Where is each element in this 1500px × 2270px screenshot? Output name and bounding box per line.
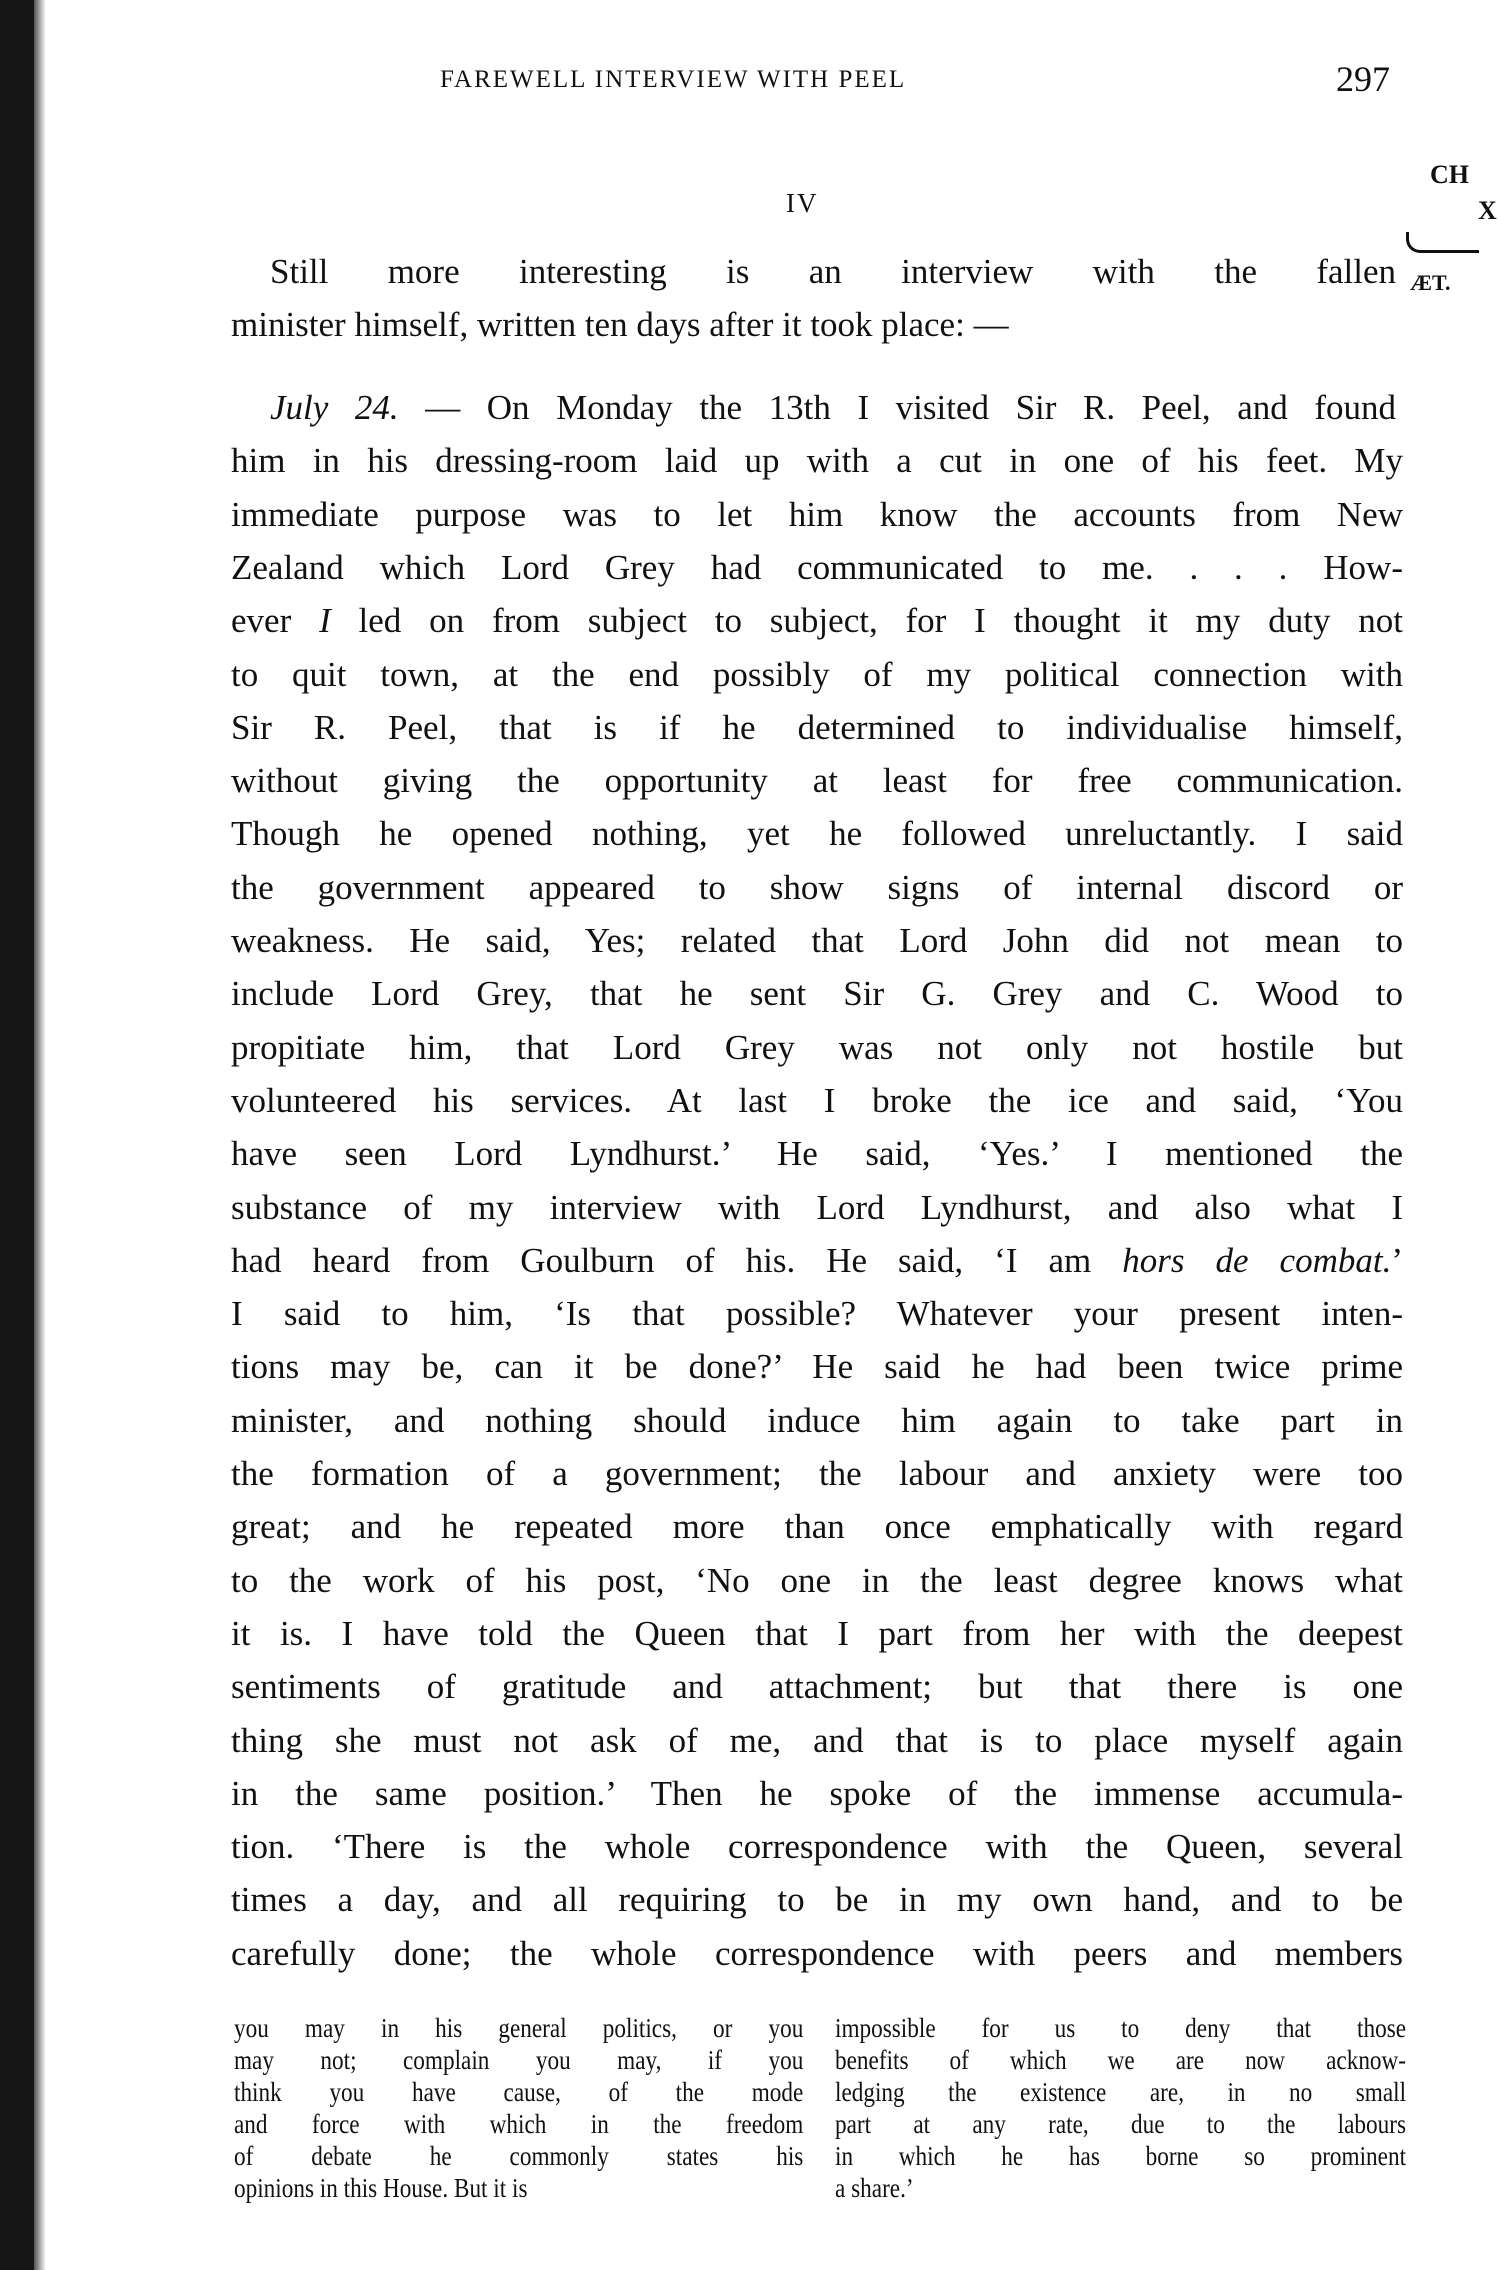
text-segment: carefully done; the whole correspondence with peers and members	[231, 1933, 1403, 1973]
text-segment: him in his dressing-room laid up with a cut in one of his feet. My	[231, 441, 1403, 481]
footnote-line: opinions in this House. But it is	[234, 2173, 528, 2203]
text-segment: without giving the opportunity at least for free communication.	[231, 761, 1403, 801]
body-line	[231, 1927, 1403, 1980]
body-line	[231, 1181, 1403, 1234]
body-line	[231, 648, 1403, 701]
body-line	[231, 594, 1403, 647]
text-segment: the formation of a government; the labour and anxiety were too	[231, 1454, 1403, 1493]
text-segment: I said to him, ‘Is that possible? Whatever your present inten-	[231, 1294, 1403, 1334]
body-line	[231, 488, 1403, 541]
text-segment: Though he opened nothing, yet he followed unreluctantly. I said	[231, 814, 1403, 854]
text-segment: — On Monday the 13th I visited Sir R. Peel, and found	[398, 388, 1396, 427]
text-segment: tions may be, can it be done?’ He said he had been twice prime	[231, 1347, 1403, 1387]
body-line	[231, 434, 1403, 487]
body-line	[231, 1714, 1403, 1767]
footnote-line: impossible for us to deny that those	[835, 2013, 1407, 2043]
text-segment: in the same position.’ Then he spoke of the immense accumula-	[231, 1773, 1403, 1813]
footnote-line: in which he has borne so prominent	[835, 2141, 1407, 2171]
body-line	[231, 1873, 1403, 1926]
text-segment: propitiate him, that Lord Grey was not only not hostile but	[231, 1027, 1403, 1067]
text-segment: substance of my interview with Lord Lyndhurst, and also what I	[231, 1187, 1403, 1227]
text-segment: sentiments of gratitude and attachment; but that there is one	[231, 1667, 1403, 1707]
book-spine-shadow	[0, 0, 34, 2270]
body-line	[231, 1340, 1403, 1393]
margin-brace	[1406, 232, 1479, 253]
text-segment: Sir R. Peel, that is if he determined to individualise himself,	[231, 707, 1403, 747]
body-line	[231, 1127, 1403, 1180]
text-segment: ever	[231, 601, 320, 641]
body-line	[270, 381, 1396, 434]
body-line	[231, 1447, 1403, 1500]
footnote-line: you may in his general politics, or you	[234, 2013, 804, 2043]
text-segment: Zealand which Lord Grey had communicated to me. . . . How-	[231, 547, 1403, 587]
intro-line: minister himself, written ten days after it took place: —	[231, 305, 1009, 344]
footnote-line: a share.’	[835, 2173, 914, 2203]
footnote-left-column	[234, 2012, 803, 2204]
text-segment: times a day, and all requiring to be in my own hand, and to be	[231, 1880, 1403, 1920]
margin-note-aet: ÆT.	[1410, 270, 1451, 295]
margin-note-ch: CH	[1430, 160, 1469, 189]
footnote-line: and force with which in the freedom	[234, 2109, 804, 2139]
margin-note-x: X	[1478, 196, 1497, 225]
body-line	[231, 1500, 1403, 1553]
italic-text: hors de combat.	[1122, 1240, 1392, 1280]
text-segment: thing she must not ask of me, and that is to place myself again	[231, 1720, 1403, 1760]
body-line	[231, 1767, 1403, 1820]
body-line	[231, 1607, 1403, 1660]
body-line	[231, 967, 1403, 1020]
body-line	[231, 861, 1403, 914]
intro-line: Still more interesting is an interview with the fallen	[270, 252, 1396, 291]
body-line	[231, 1820, 1403, 1873]
body-line	[231, 1074, 1403, 1127]
italic-text: I	[319, 601, 331, 641]
body-line	[231, 1021, 1403, 1074]
text-segment: great; and he repeated more than once emphatically with regard	[231, 1507, 1403, 1547]
footnote-right-column	[835, 2012, 1406, 2204]
text-segment: the government appeared to show signs of internal discord or	[231, 867, 1403, 907]
body-line	[231, 807, 1403, 860]
running-title: FAREWELL INTERVIEW WITH PEEL	[440, 66, 907, 93]
text-segment: immediate purpose was to let him know the accounts from New	[231, 494, 1403, 534]
text-segment: include Lord Grey, that he sent Sir G. Grey and C. Wood to	[231, 974, 1403, 1014]
footnote-line: ledging the existence are, in no small	[835, 2077, 1407, 2107]
footnote-line: benefits of which we are now acknow-	[835, 2045, 1407, 2075]
body-line	[231, 1554, 1403, 1607]
footnote-line: may not; complain you may, if you	[234, 2045, 804, 2075]
footnote-line: think you have cause, of the mode	[234, 2077, 804, 2107]
footnote-line: of debate he commonly states his	[234, 2141, 804, 2171]
text-segment: have seen Lord Lyndhurst.’ He said, ‘Yes.’ I mentioned the	[231, 1134, 1403, 1174]
text-segment: it is. I have told the Queen that I part from her with the deepest	[231, 1613, 1403, 1653]
body-line	[231, 1287, 1403, 1340]
text-segment: weakness. He said, Yes; related that Lord John did not mean to	[231, 921, 1403, 960]
body-line	[231, 754, 1403, 807]
footnote-line: part at any rate, due to the labours	[835, 2109, 1407, 2139]
body-line	[231, 1234, 1403, 1287]
text-segment: tion. ‘There is the whole correspondence with the Queen, several	[231, 1827, 1403, 1867]
text-segment: ’	[1391, 1240, 1403, 1280]
text-segment: volunteered his services. At last I broke the ice and said, ‘You	[231, 1080, 1403, 1120]
text-segment: led on from subject to subject, for I thought it my duty not	[330, 601, 1403, 641]
book-gutter	[34, 0, 46, 2270]
body-line	[231, 914, 1403, 967]
text-segment: to quit town, at the end possibly of my political connection with	[231, 654, 1403, 694]
body-line	[231, 1394, 1403, 1447]
italic-text: July 24.	[270, 388, 399, 427]
page-number: 297	[1336, 59, 1390, 99]
text-segment: had heard from Goulburn of his. He said, ‘I am	[231, 1240, 1123, 1280]
body-line	[231, 701, 1403, 754]
text-segment: minister, and nothing should induce him again to take part in	[231, 1400, 1403, 1440]
text-segment: to the work of his post, ‘No one in the least degree knows what	[231, 1560, 1403, 1600]
section-number: IV	[786, 188, 819, 218]
body-line	[231, 1660, 1403, 1713]
body-line	[231, 541, 1403, 594]
